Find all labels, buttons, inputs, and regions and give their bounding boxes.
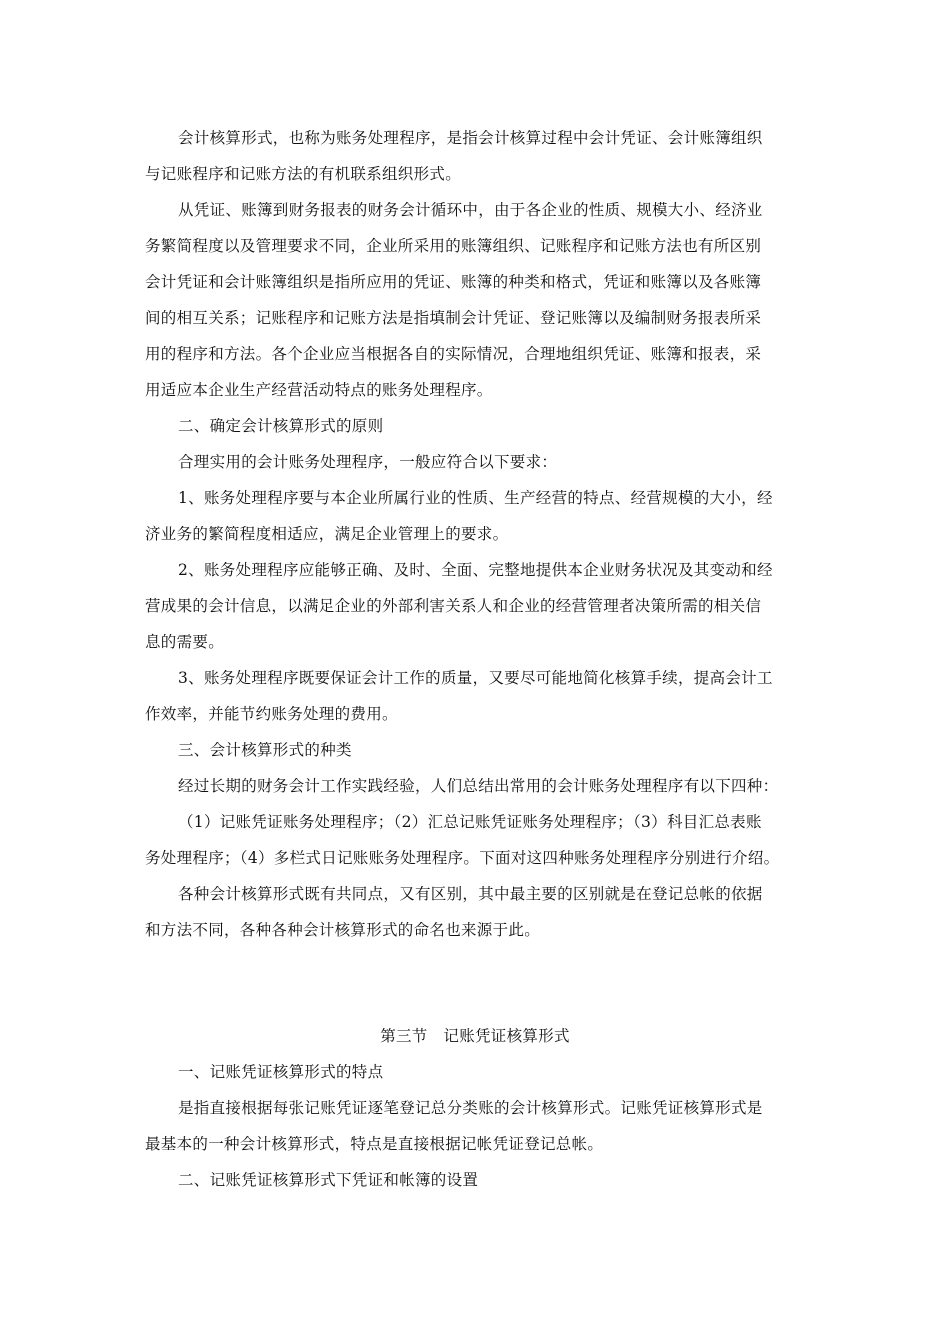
paragraph-line: 间的相互关系；记账程序和记账方法是指填制会计凭证、登记账簿以及编制财务报表所采	[145, 309, 762, 327]
chapter-title: 第三节 记账凭证核算形式	[380, 1027, 570, 1045]
section-heading: 一、记账凭证核算形式的特点	[178, 1063, 384, 1081]
paragraph-line: 与记账程序和记账方法的有机联系组织形式。	[145, 165, 462, 183]
list-item-line: 务处理程序；（4）多栏式日记账账务处理程序。下面对这四种账务处理程序分别进行介绍。	[145, 849, 780, 867]
list-item-line: 2、账务处理程序应能够正确、及时、全面、完整地提供本企业财务状况及其变动和经	[178, 561, 773, 579]
paragraph-line: 会计核算形式，也称为账务处理程序，是指会计核算过程中会计凭证、会计账簿组织	[178, 129, 763, 147]
list-item-line: 营成果的会计信息，以满足企业的外部利害关系人和企业的经营管理者决策所需的相关信	[145, 597, 762, 615]
paragraph-line: 用适应本企业生产经营活动特点的账务处理程序。	[145, 381, 493, 399]
section-heading: 二、记账凭证核算形式下凭证和帐簿的设置	[178, 1171, 479, 1189]
list-item-line: 作效率，并能节约账务处理的费用。	[145, 705, 398, 723]
section-heading: 二、确定会计核算形式的原则	[178, 417, 384, 435]
list-item-line: 济业务的繁简程度相适应，满足企业管理上的要求。	[145, 525, 509, 543]
paragraph-line: 会计凭证和会计账簿组织是指所应用的凭证、账簿的种类和格式，凭证和账簿以及各账簿	[145, 273, 762, 291]
paragraph-line: 是指直接根据每张记账凭证逐笔登记总分类账的会计核算形式。记账凭证核算形式是	[178, 1099, 763, 1117]
list-item-line: （1）记账凭证账务处理程序；（2）汇总记账凭证账务处理程序；（3）科目汇总表账	[178, 813, 762, 831]
paragraph-line: 经过长期的财务会计工作实践经验，人们总结出常用的会计账务处理程序有以下四种：	[178, 777, 779, 795]
paragraph-line: 务繁简程度以及管理要求不同，企业所采用的账簿组织、记账程序和记账方法也有所区别	[145, 237, 762, 255]
list-item-line: 3、账务处理程序既要保证会计工作的质量，又要尽可能地简化核算手续，提高会计工	[178, 669, 773, 687]
paragraph-line: 最基本的一种会计核算形式，特点是直接根据记帐凭证登记总帐。	[145, 1135, 604, 1153]
list-item-line: 息的需要。	[145, 633, 225, 651]
paragraph-line: 从凭证、账簿到财务报表的财务会计循环中，由于各企业的性质、规模大小、经济业	[178, 201, 763, 219]
paragraph-line: 和方法不同，各种各种会计核算形式的命名也来源于此。	[145, 921, 541, 939]
list-item-line: 1、账务处理程序要与本企业所属行业的性质、生产经营的特点、经营规模的大小，经	[178, 489, 773, 507]
paragraph-line: 各种会计核算形式既有共同点，又有区别，其中最主要的区别就是在登记总帐的依据	[178, 885, 763, 903]
paragraph-line: 合理实用的会计账务处理程序，一般应符合以下要求：	[178, 453, 558, 471]
section-heading: 三、会计核算形式的种类	[178, 741, 352, 759]
paragraph-line: 用的程序和方法。各个企业应当根据各自的实际情况，合理地组织凭证、账簿和报表，采	[145, 345, 762, 363]
